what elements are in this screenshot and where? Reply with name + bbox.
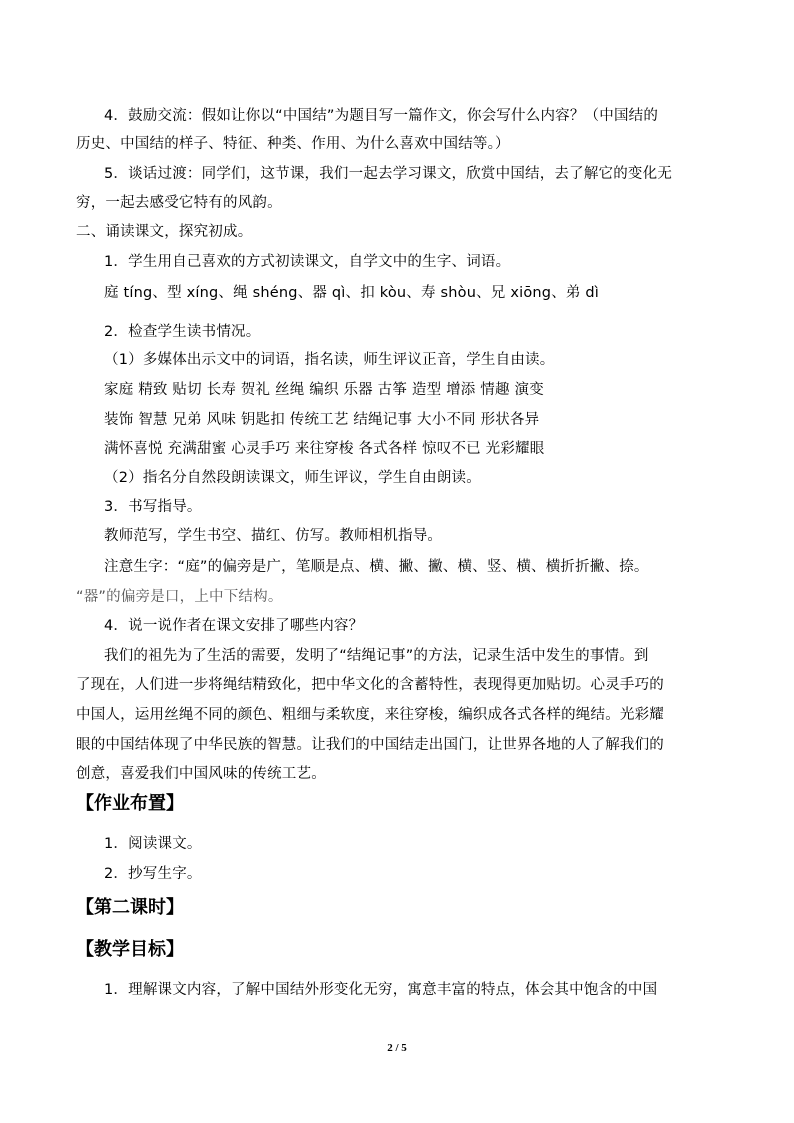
vocab-line: 满怀喜悦 充满甜蜜 心灵手巧 来往穿梭 各式各样 惊叹不已 光彩耀眼 xyxy=(104,441,545,457)
paragraph-line: 5．谈话过渡：同学们，这节课，我们一起去学习课文，欣赏中国结，去了解它的变化无 xyxy=(104,166,673,182)
paragraph-line: 中国人，运用丝绳不同的颜色、粗细与柔软度，来往穿梭，编织成各式各样的绳结。光彩耀 xyxy=(76,707,664,723)
paragraph-line: 教师范写，学生书空、描红、仿写。教师相机指导。 xyxy=(104,528,443,544)
vocab-line: 家庭 精致 贴切 长寿 贺礼 丝绳 编织 乐器 古筝 造型 增添 情趣 演变 xyxy=(104,382,544,398)
page-number: 2 / 5 xyxy=(387,1042,407,1054)
second-lesson-heading: 【第二课时】 xyxy=(76,897,184,918)
paragraph-line: 1．学生用自己喜欢的方式初读课文，自学文中的生字、词语。 xyxy=(104,254,511,270)
section-heading: 二、诵读课文，探究初成。 xyxy=(76,224,253,240)
homework-item: 2．抄写生字。 xyxy=(104,866,202,882)
homework-heading: 【作业布置】 xyxy=(76,793,184,814)
paragraph-line: 穷，一起去感受它特有的风韵。 xyxy=(76,195,282,211)
goal-line: 1．理解课文内容，了解中国结外形变化无穷，寓意丰富的特点，体会其中饱含的中国 xyxy=(104,982,658,998)
paragraph-line: （1）多媒体出示文中的词语，指名读，师生评议正音，学生自由读。 xyxy=(104,352,555,368)
paragraph-line: 了现在，人们进一步将绳结精致化，把中华文化的含蓄特性，表现得更加贴切。心灵手巧的 xyxy=(76,677,664,693)
paragraph-line: 注意生字：“庭”的偏旁是广，笔顺是点、横、撇、撇、横、竖、横、横折折撇、捺。 xyxy=(104,559,649,575)
paragraph-line: 眼的中国结体现了中华民族的智慧。让我们的中国结走出国门，让世界各地的人了解我们的 xyxy=(76,737,664,753)
paragraph-line: 4．鼓励交流：假如让你以“中国结”为题目写一篇作文，你会写什么内容？（中国结的 xyxy=(104,108,659,124)
paragraph-line: 历史、中国结的样子、特征、种类、作用、为什么喜欢中国结等。） xyxy=(76,136,510,152)
pinyin-line: 庭 tíng、型 xíng、绳 shéng、器 qì、扣 kòu、寿 shòu、兄 xiōng、弟 dì xyxy=(104,285,600,301)
paragraph-line: 3．书写指导。 xyxy=(104,499,202,515)
paragraph-line: “器”的偏旁是口，上中下结构。 xyxy=(76,589,283,605)
homework-item: 1．阅读课文。 xyxy=(104,836,202,852)
paragraph-line: 4．说一说作者在课文安排了哪些内容？ xyxy=(104,618,364,634)
paragraph-line: 我们的祖先为了生活的需要，发明了“结绳记事”的方法，记录生活中发生的事情。到 xyxy=(104,648,649,664)
teaching-goals-heading: 【教学目标】 xyxy=(76,939,184,960)
paragraph-line: （2）指名分自然段朗读课文，师生评议，学生自由朗读。 xyxy=(104,470,481,486)
paragraph-line: 2．检查学生读书情况。 xyxy=(104,324,261,340)
vocab-line: 装饰 智慧 兄弟 风味 钥匙扣 传统工艺 结绳记事 大小不同 形状各异 xyxy=(104,412,540,428)
paragraph-line: 创意，喜爱我们中国风味的传统工艺。 xyxy=(76,766,326,782)
